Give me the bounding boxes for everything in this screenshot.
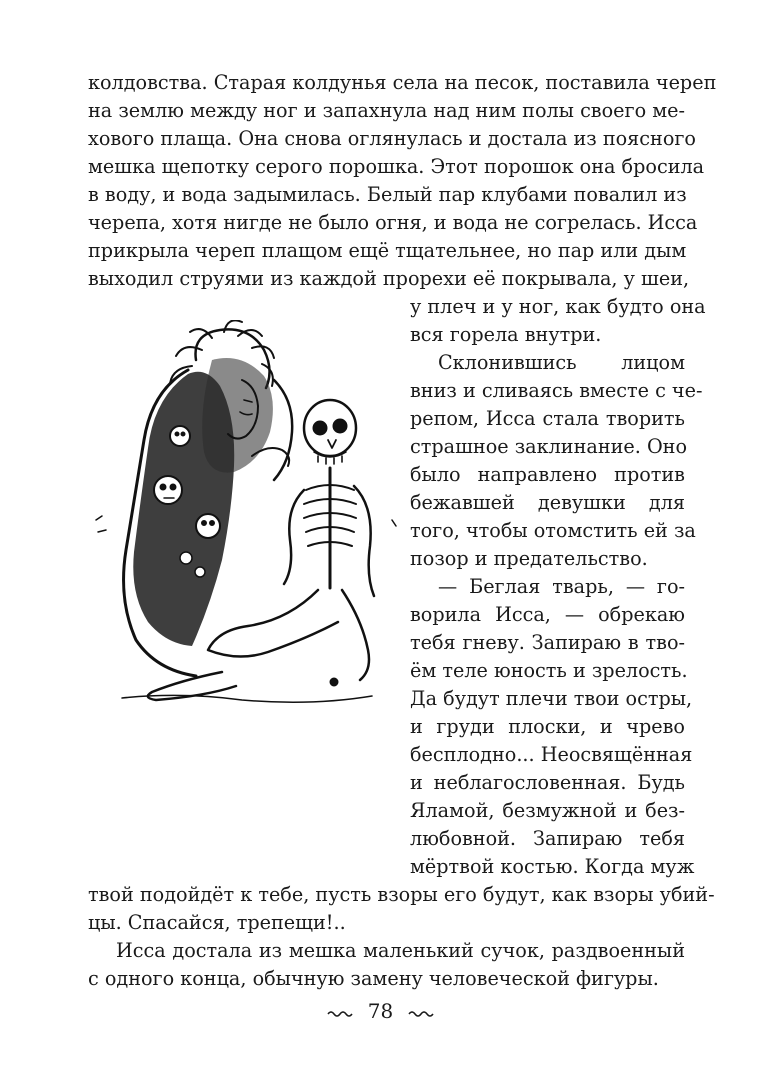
text-line: Склонившись лицом: [438, 351, 685, 374]
page-number-text: 78: [367, 999, 394, 1023]
text-line: и неблагословенная. Будь: [410, 771, 685, 794]
text-line: было направлено против: [410, 463, 685, 486]
text-line: репом, Исса стала творить: [410, 407, 685, 430]
text-line: колдовства. Старая колдунья села на песок, поставила череп: [88, 71, 717, 94]
text-line: с одного конца, обычную замену человеческой фигуры.: [88, 967, 659, 990]
text-line: в воду, и вода задымилась. Белый пар клубами повалил из: [88, 183, 687, 206]
text-line: ворила Исса, — обрекаю: [410, 603, 685, 626]
text-line: — Беглая тварь, — го-: [438, 575, 685, 598]
text-line: у плеч и у ног, как будто она: [410, 295, 706, 318]
text-line: твой подойдёт к тебе, пусть взоры его будут, как взоры убий-: [88, 883, 715, 906]
text-line: хового плаща. Она снова оглянулась и достала из поясного: [88, 127, 696, 150]
text-line: Да будут плечи твои остры,: [410, 687, 693, 710]
text-line: вниз и сливаясь вместе с че-: [410, 379, 703, 402]
text-line: прикрыла череп плащом ещё тщательнее, но пар или дым: [88, 239, 687, 262]
text-line: мёртвой костью. Когда муж: [410, 855, 695, 878]
text-line: бесплодно... Неосвящённая: [410, 743, 693, 766]
text-line: Исса достала из мешка маленький сучок, раздвоенный: [116, 939, 685, 962]
text-line: того, чтобы отомстить ей за: [410, 519, 696, 542]
text-line: вся горела внутри.: [410, 323, 602, 346]
text-line: Яламой, безмужной и без-: [410, 799, 685, 822]
text-line: выходил струями из каждой прорехи её покрывала, у шеи,: [88, 267, 690, 290]
text-line: бежавшей девушки для: [410, 491, 685, 514]
text-line: позор и предательство.: [410, 547, 648, 570]
text-line: мешка щепотку серого порошка. Этот порошок она бросила: [88, 155, 705, 178]
text-line: цы. Спасайся, трепещи!..: [88, 911, 346, 934]
text-line: страшное заклинание. Оно: [410, 435, 688, 458]
text-line: черепа, хотя нигде не было огня, и вода не согрелась. Исса: [88, 211, 698, 234]
text-line: ём теле юность и зрелость.: [410, 659, 688, 682]
sorceress-skull-illustration: [92, 320, 397, 718]
page-number: [0, 998, 761, 1024]
text-line: любовной. Запираю тебя: [410, 827, 685, 850]
text-line: и груди плоски, и чрево: [410, 715, 685, 738]
page-number-ornament-right: [408, 1008, 434, 1018]
page-number-ornament-left: [327, 1008, 353, 1018]
text-line: тебя гневу. Запираю в тво-: [410, 631, 685, 654]
text-line: на землю между ног и запахнула над ним полы своего ме-: [88, 99, 685, 122]
